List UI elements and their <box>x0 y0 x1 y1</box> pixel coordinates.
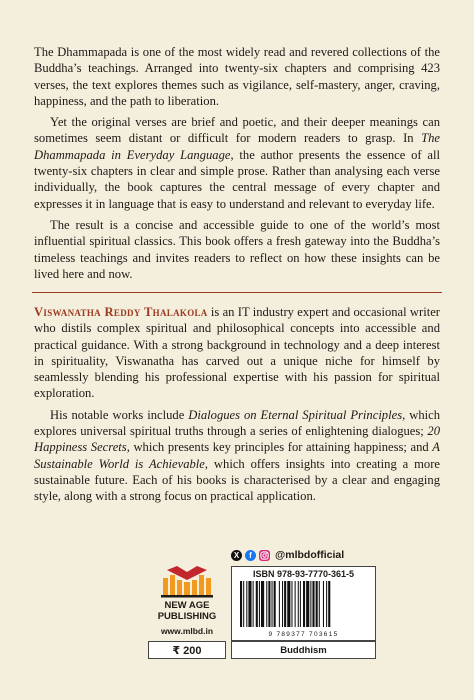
barcode-bar <box>272 581 273 627</box>
publisher-name-line-2: PUBLISHING <box>157 611 217 622</box>
barcode-bar <box>248 581 251 627</box>
author-bio-paragraph-1 <box>34 304 440 402</box>
barcode-bar <box>316 581 318 627</box>
price-label: ₹ 200 <box>148 641 226 659</box>
barcode-bar <box>310 581 311 627</box>
bio2-text-d: , which offers insights into creating a more sustainable future. Each of his books is characterised by a clear and engaging style, along with a strong focus on practical application. <box>34 456 440 504</box>
barcode-bar <box>282 581 283 627</box>
isbn-text: ISBN 978-93-7770-361-5 <box>252 569 355 579</box>
social-handle: @mlbdofficial <box>275 549 345 561</box>
barcode-bar <box>259 581 260 627</box>
books-logo-icon <box>159 566 215 598</box>
barcode-bar <box>274 581 276 627</box>
isbn-barcode-box <box>231 566 376 641</box>
barcode-bar <box>300 581 301 627</box>
barcode-digits: 9 789377 703615 <box>268 631 339 638</box>
barcode-bar <box>284 581 286 627</box>
blurb-paragraph-2 <box>34 114 440 212</box>
publisher-name <box>148 600 226 622</box>
barcode-bar <box>279 581 280 627</box>
barcode-bar <box>287 581 290 627</box>
blurb-p2-text-cont: , the author presents the essence of all twenty-six chapters in clear and simple prose. Rather than analysing each verse individually, the book captures the central message of every chapter and expresses it in language that is easy to understand and relevant to everyday life. <box>34 147 440 211</box>
barcode-bar <box>240 581 242 627</box>
barcode-bar <box>306 581 309 627</box>
barcode-bar <box>312 581 314 627</box>
author-name: Viswanatha Reddy Thalakola <box>34 305 208 319</box>
work-title-1: Dialogues on Eternal Spiritual Principles <box>188 407 403 422</box>
bio2-text-b: , which explores universal spiritual truths through a series of enlightening dialogues; <box>34 407 440 439</box>
barcode-bar <box>291 581 292 627</box>
instagram-icon <box>259 550 270 561</box>
barcode-bar <box>328 581 330 627</box>
author-bio-text: is an IT industry expert and occasional writer who distils complex spiritual and philosophical concepts into accessible and practical guidance. With a strong background in technology and a deep interest in spirituality, Viswanatha has carved out a unique niche for himself by seamlessly blending his professional expertise with his passion for spiritual exploration. <box>34 305 440 401</box>
blurb-p2-text: Yet the original verses are brief and poetic, and their deeper meanings can sometimes seem distant or difficult for modern readers to grasp. In <box>34 115 440 146</box>
work-title-3: A Sustainable World is Achievable <box>34 440 440 471</box>
blurb-paragraph-1: The Dhammapada is one of the most widely read and revered collections of the Buddha’s teachings. Arranged into twenty-six chapters and comprising 423 verses, the text explores themes such as vigilance, self-mastery, anger, craving, happiness, and the path to liberation. <box>34 45 440 108</box>
barcode-bar <box>268 581 270 627</box>
barcode-bar <box>246 581 247 627</box>
bio2-text-a: His notable works include <box>50 407 189 422</box>
book-title-italic: The Dhammapada in Everyday Language <box>34 131 440 162</box>
social-links <box>231 548 344 562</box>
barcode-bar <box>303 581 305 627</box>
barcode-bar <box>266 581 267 627</box>
facebook-icon: f <box>245 550 256 561</box>
section-divider <box>32 292 442 293</box>
blurb-paragraph-3: The result is a concise and accessible guide to one of the world’s most influential spiritual classics. This book offers a fresh gateway into the Buddha’s timeless teachings and invites readers to reflect on how these insights can be lived here and now. <box>34 217 440 281</box>
barcode-bar <box>243 581 244 627</box>
barcode-bar <box>261 581 264 627</box>
barcode-bar <box>295 581 296 627</box>
author-bio-paragraph-2 <box>34 407 440 505</box>
publisher-website: www.mlbd.in <box>160 626 214 636</box>
category-label: Buddhism <box>231 641 376 659</box>
barcode-bar <box>298 581 299 627</box>
blurb-section <box>34 44 440 282</box>
barcode-bar <box>319 581 320 627</box>
x-icon: X <box>231 550 242 561</box>
publisher-name-line-1: NEW AGE <box>164 600 210 611</box>
barcode-bar <box>326 581 327 627</box>
bio2-text-c: , which presents key principles for attaining happiness; and <box>126 440 433 455</box>
barcode-bar <box>256 581 258 627</box>
barcode-image <box>240 581 369 627</box>
barcode-bar <box>323 581 324 627</box>
work-title-2: 20 Happiness Secrets <box>34 424 440 455</box>
barcode-bar <box>253 581 254 627</box>
author-section <box>34 304 440 505</box>
